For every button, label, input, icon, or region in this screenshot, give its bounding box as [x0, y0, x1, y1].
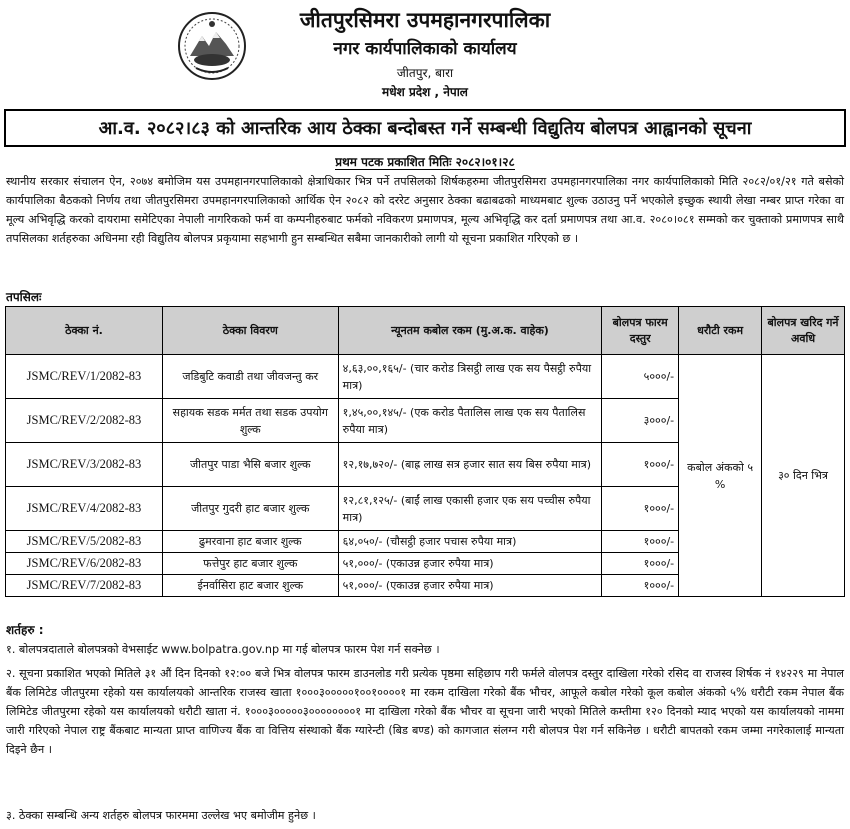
header-description: ठेक्का विवरण — [162, 307, 338, 355]
office-location: जीतपुर, बारा — [396, 66, 454, 80]
tender-table — [5, 306, 845, 597]
header-deposit: धरौटी रकम — [679, 307, 762, 355]
term-item-3: ३. ठेक्का सम्बन्धि अन्य शर्तहरु बोलपत्र फारममा उल्लेख भए बमोजीम हुनेछ । — [6, 809, 316, 822]
tender-description: फत्तेपुर हाट बजार शुल्क — [162, 553, 338, 575]
tender-description: ईनर्वासिरा हाट बजार शुल्क — [162, 575, 338, 597]
tender-code: JSMC/REV/3/2082-83 — [6, 443, 163, 487]
tender-min-bid: ६४,०५०/- (चौसट्ठी हजार पचास रुपैया मात्र) — [338, 531, 602, 553]
organization-name: जीतपुरसिमरा उपमहानगरपालिका — [299, 8, 551, 32]
term-item-1: १. बोलपत्रदाताले बोलपत्रको वेभसाईट www.bolpatra.gov.np मा गई बोलपत्र फारम पेश गर्न सक्नेछ । — [6, 643, 440, 656]
tender-form-fee: ५०००/- — [602, 355, 679, 399]
office-name: नगर कार्यपालिकाको कार्यालय — [333, 39, 517, 59]
table-header-row — [6, 307, 845, 355]
tender-code: JSMC/REV/5/2082-83 — [6, 531, 163, 553]
publication-date — [0, 153, 850, 170]
tender-min-bid: १,४५,००,१४५/- (एक करोड पैतालिस लाख एक सय पैतालिस रुपैया मात्र) — [338, 399, 602, 443]
tender-description: जडिबुटि कवाडी तथा जीवजन्तु कर — [162, 355, 338, 399]
tender-form-fee: १०००/- — [602, 553, 679, 575]
tender-min-bid: ५१,०००/- (एकाउन्न हजार रुपैया मात्र) — [338, 575, 602, 597]
tender-code: JSMC/REV/4/2082-83 — [6, 487, 163, 531]
tender-form-fee: १०००/- — [602, 575, 679, 597]
tender-description: ढुमरवाना हाट बजार शुल्क — [162, 531, 338, 553]
tender-form-fee: ३०००/- — [602, 399, 679, 443]
tender-code: JSMC/REV/2/2082-83 — [6, 399, 163, 443]
tender-code: JSMC/REV/6/2082-83 — [6, 553, 163, 575]
header-min-bid: न्यूनतम कबोल रकम (मु.अ.क. वाहेक) — [338, 307, 602, 355]
office-province: मधेश प्रदेश , नेपाल — [382, 85, 468, 99]
header-form-fee: बोलपत्र फारम दस्तुर — [602, 307, 679, 355]
tender-min-bid: ४,६३,००,१६५/- (चार करोड त्रिसट्ठी लाख एक सय पैसट्ठी रुपैया मात्र) — [338, 355, 602, 399]
tender-form-fee: १०००/- — [602, 531, 679, 553]
deadline-value: ३० दिन भित्र — [762, 355, 845, 597]
header-code: ठेक्का नं. — [6, 307, 163, 355]
publication-date-text: प्रथम पटक प्रकाशित मितिः २०८२।०१।२८ — [335, 155, 515, 169]
tender-code: JSMC/REV/7/2082-83 — [6, 575, 163, 597]
term-item-2: २. सूचना प्रकाशित भएको मितिले ३१ औं दिन दिनको १२:०० बजे भित्र वोलपत्र फारम डाउनलोड गरी प्रत्येक पृष्ठमा सहिछाप गरी फर्मले वोलपत्र दस्तुर दाखिला गरेको रसिद वा राजस्व शिर्षक नं १४२२९ मा नेपाल बैंक लिमिटेड जीतपुरमा रहेको यस कार्यालयको आन्तरिक राजस्व खाता १०००३०००००१००१००००१ मा रकम दाखिला गरेको बैंक भौचर, आफूले कबोल गरेको कूल कबोल अंकको ५% धरौटी रकम नेपाल बैंक लिमिटेड जीतपुरमा रहेको यस कार्यालयको धरौटी खाता नं. १०००३०००००३००००००००१ मा दाखिला गरेको बैंक भौचर वा सूचना जारी भएको मितिले कम्तीमा १२० दिनको म्याद भएको यस कार्यालयको नाममा जारी गरिएको नेपाल राष्ट्र बैंकबाट मान्यता प्राप्त वाणिज्य बैंक वा वित्तिय संस्थाको बैंक ग्यारेन्टी (बिड बण्ड) को कागजात संलग्न गरी बोलपत्र पेश गर्न सकिनेछ । धरौटी बापतको रकम जम्मा नगरेकालाई मान्यता दिइने छैन । — [6, 667, 844, 756]
tender-min-bid: ५१,०००/- (एकाउन्न हजार रुपैया मात्र) — [338, 553, 602, 575]
tender-code: JSMC/REV/1/2082-83 — [6, 355, 163, 399]
table-row — [6, 355, 845, 399]
letterhead — [0, 0, 850, 108]
intro-paragraph: स्थानीय सरकार संचालन ऐन, २०७४ बमोजिम यस उपमहानगरपालिकाको क्षेत्राधिकार भित्र पर्ने तपसिलको शिर्षकहरुमा जीतपुरसिमरा उपमहानगरपालिका नगर कार्यपालिकाको मिति २०८२/०१/२१ गते बसेको कार्यपालिका बैठकको निर्णय तथा जीतपुरसिमरा उपमहानगरपालिकाको आर्थिक ऐन २०८२ को दररेट अनुसार ठेक्का बढाबढको माध्यमबाट शुल्क उठाउनु पर्ने भएकोले इच्छुक स्थायी लेखा नम्बर प्राप्त गरेका वा मूल्य अभिवृद्धि करको दायरामा समेटिएका नेपाली नागरिकको फर्म वा कम्पनीहरुबाट फर्मको नविकरण प्रमाणपत्र, मूल्य अभिवृद्धि कर दर्ता प्रमाणपत्र तथा आ.व. २०८०।०८१ सम्मको कर चुक्ताको प्रमाणपत्र साथै तपसिलका शर्तहरुका अधिनमा रही विद्युतिय बोलपत्र प्रकृयामा सहभागी हुन सम्बन्धित सबैमा जानकारीको लागी यो सूचना प्रकाशित गरिएको छ । — [6, 175, 844, 245]
tender-min-bid: १२,८१,१२५/- (बाईं लाख एकासी हजार एक सय पच्चीस रुपैया मात्र) — [338, 487, 602, 531]
header-deadline: बोलपत्र खरिद गर्ने अवधि — [762, 307, 845, 355]
deposit-value: कबोल अंकको ५ % — [679, 355, 762, 597]
tender-description: जीतपुर पाडा भैसि बजार शुल्क — [162, 443, 338, 487]
tender-min-bid: १२,१७,७२०/- (बाह्र लाख सत्र हजार सात सय बिस रुपैया मात्र) — [338, 443, 602, 487]
terms-label: शर्तहरु : — [6, 623, 44, 637]
notice-title: आ.व. २०८२।८३ को आन्तरिक आय ठेक्का बन्दोबस्त गर्ने सम्बन्धी विद्युतिय बोलपत्र आह्वानको सूचना — [4, 109, 846, 147]
tender-description: सहायक सडक मर्मत तथा सडक उपयोग शुल्क — [162, 399, 338, 443]
tender-description: जीतपुर गुदरी हाट बजार शुल्क — [162, 487, 338, 531]
details-label: तपसिलः — [6, 290, 42, 304]
tender-form-fee: १०००/- — [602, 487, 679, 531]
tender-form-fee: १०००/- — [602, 443, 679, 487]
